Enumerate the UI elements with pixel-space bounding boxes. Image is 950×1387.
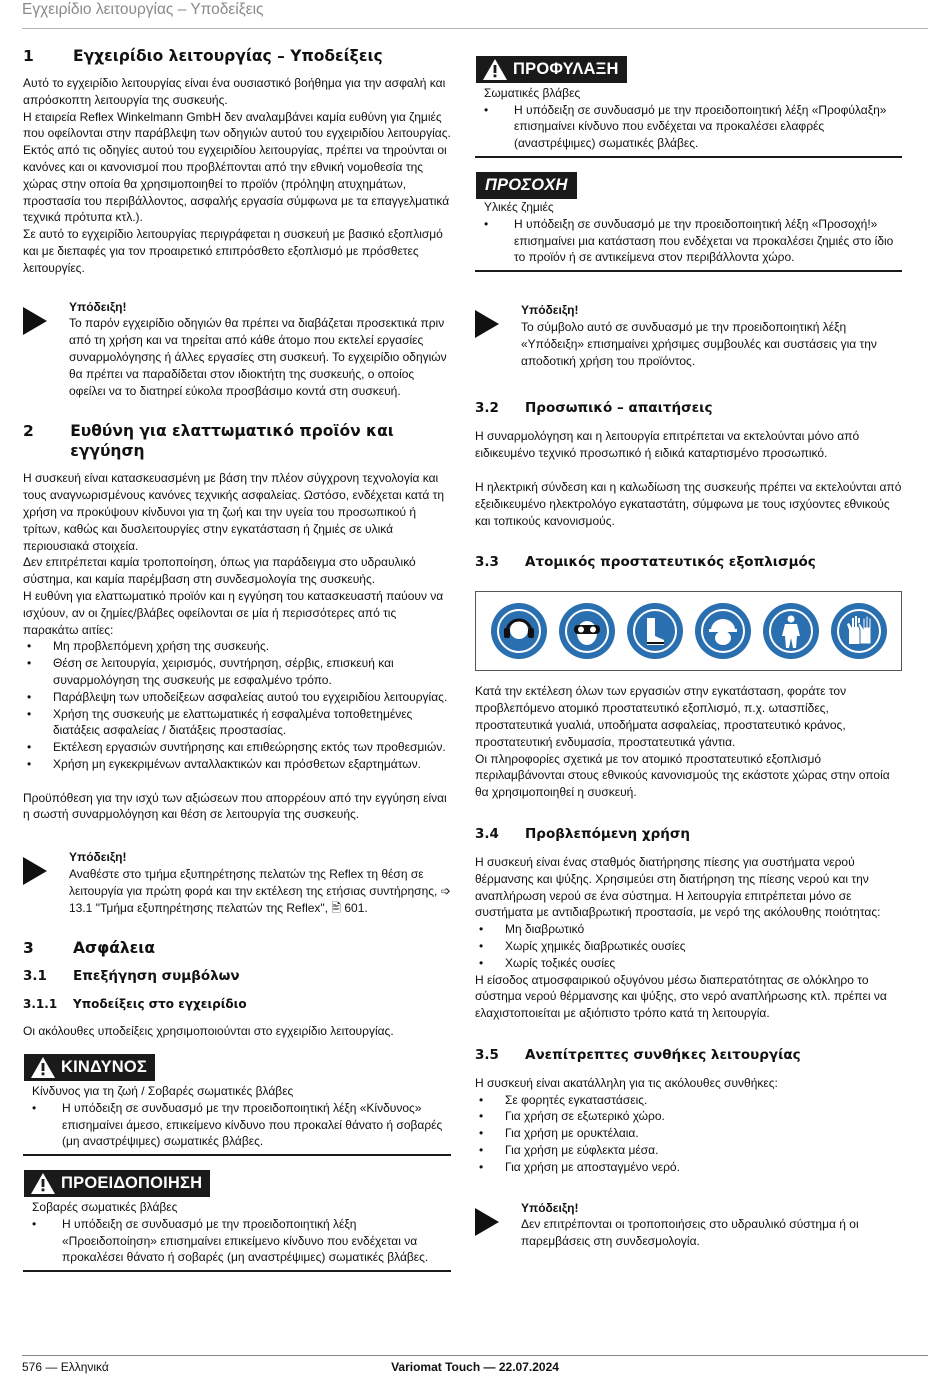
- s1-para-3: Εκτός από τις οδηγίες αυτού του εγχειριδίου λειτουργίας, πρέπει να τηρούνται οι κανόνες και οι κανονισμοί που προβλέπονται από την εθνική νομοθεσία της χώρας στην οποία θα χρησιμοποιηθεί το προϊόν (πρόληψη ατυχημάτων, προστασία του περιβάλλοντος, ασφαλής εργασία σύμφωνα με τα επαγγελματικά τεχνικά πρότυπα κτλ.).: [23, 143, 450, 225]
- note-title: Υπόδειξη!: [69, 299, 127, 314]
- s32-para-1: Η συναρμολόγηση και η λειτουργία επιτρέπεται να εκτελούνται μόνο από ειδικευμένο τεχνικό προσωπικό ή ειδικά καταρτισμένο προσωπικό.: [475, 429, 860, 461]
- list-item: • Για χρήση με εύφλεκτα μέσα.: [475, 1142, 902, 1159]
- badge-label: ΠΡΟΕΙΔΟΠΟΙΗΣΗ: [61, 1174, 203, 1193]
- s33-para-2: Οι πληροφορίες σχετικά με τον ατομικό προστατευτικό εξοπλισμό περιλαμβάνονται στους εθνικούς κανονισμούς της εκάστοτε χώρας στην οποία θα χρησιμοποιηθεί η συσκευή.: [475, 751, 890, 800]
- s35-conditions-list: [475, 1092, 902, 1176]
- document-title: Variomat Touch — 22.07.2024: [391, 1360, 559, 1374]
- section-number: 3.1: [23, 968, 47, 985]
- s32-para-2: Η ηλεκτρική σύνδεση και η καλωδίωση της συσκευής πρέπει να εκτελούνται από εξειδικευμένο ηλεκτρολόγο εγκαταστάτη, σύμφωνα με τους ισχύοντες εθνικούς και τοπικούς κανονισμούς.: [475, 479, 902, 528]
- section-number: 3.5: [475, 1046, 499, 1063]
- list-item: • Χρήση μη εγκεκριμένων ανταλλακτικών και πρόσθετων εξαρτημάτων.: [23, 756, 451, 773]
- danger-box: [23, 1054, 451, 1156]
- warning-box: [23, 1170, 451, 1272]
- warning-label: Υλικές ζημιές: [484, 199, 554, 214]
- safety-goggles-icon: [559, 603, 615, 659]
- section-number: 3.2: [475, 400, 499, 417]
- section-title: Ευθύνη για ελαττωματικό προϊόν και εγγύηση: [70, 422, 394, 461]
- s1-para-4: Σε αυτό το εγχειρίδιο λειτουργίας περιγράφεται η συσκευή με βασικό εξοπλισμό και με διεπαφές για τον προαιρετικό επιπρόσθετο εξοπλισμό με πρόσθετες λειτουργίες.: [23, 227, 443, 275]
- attention-badge: [476, 172, 577, 199]
- note-arrow-icon: [23, 299, 69, 400]
- warning-triangle-icon: [31, 1057, 55, 1078]
- s34-intro: Η συσκευή είναι ένας σταθμός διατήρησης πίεσης για συστήματα νερού θέρμανσης και ψύξης. Χρησιμεύει στη διατήρηση της πίεσης νερού και την αναπλήρωση νερού σε ένα σύστημα. Η λειτουργία επιτρέπεται μόνο σε συστήματα με αντιδιαβρωτική προστασία, με νερό της ακόλουθης ποιότητας:: [475, 854, 881, 920]
- section-3-1-1-heading: [23, 996, 451, 1012]
- running-header: Εγχειρίδιο λειτουργίας – Υποδείξεις: [22, 1, 264, 18]
- note-box: [23, 849, 451, 916]
- s34-water-quality-list: [475, 921, 902, 971]
- reference-arrow-icon: ➩: [440, 883, 451, 898]
- safety-boots-icon: [627, 603, 683, 659]
- s34-after: Η είσοδος ατμοσφαιρικού οξυγόνου μέσω διαπερατότητας σε ολόκληρο το σύστημα νερού θέρμανσης και ψύξης, στο νερό αναπλήρωσης κτλ. πρέπει να ελαχιστοποιείται με αξιόπιστο τρόπο κατά τη λειτουργία.: [475, 972, 887, 1021]
- note-text: Το σύμβολο αυτό σε συνδυασμό με την προειδοποιητική λέξη «Υπόδειξη» επισημαίνει χρήσιμες συμβουλές και συστάσεις για την αποδοτική χρήση του προϊόντος.: [521, 319, 877, 368]
- reference-page: 601.: [344, 900, 368, 915]
- section-3-5-heading: [475, 1046, 902, 1064]
- list-item: • Μη διαβρωτικό: [475, 921, 902, 938]
- note-text: Δεν επιτρέπονται οι τροποποιήσεις στο υδραυλικό σύστημα ή οι παρεμβάσεις στη συνδεσμολογία.: [521, 1217, 859, 1249]
- note-title: Υπόδειξη!: [521, 303, 579, 318]
- section-title: Ανεπίτρεπτες συνθήκες λειτουργίας: [525, 1046, 801, 1063]
- right-column: [475, 56, 902, 1272]
- badge-label: ΚΙΝΔΥΝΟΣ: [61, 1058, 148, 1077]
- note-arrow-icon: [475, 1200, 521, 1250]
- note-title: Υπόδειξη!: [69, 850, 127, 865]
- section-number: 3.1.1: [23, 997, 58, 1012]
- list-item: • Για χρήση σε εξωτερικό χώρο.: [475, 1108, 902, 1125]
- note-box: [475, 302, 902, 369]
- caution-badge: [476, 56, 627, 83]
- safety-gloves-icon: [831, 603, 887, 659]
- s2-para-1: Η συσκευή είναι κατασκευασμένη με βάση την πλέον σύγχρονη τεχνολογία και τους αναγνωρισμένους κανόνες τεχνικής ασφαλείας. Ωστόσο, ενδέχεται κατά τη χρήση να προκύψουν κίνδυνοι για τη ζωή και την υγεία του προσωπικού ή τρίτων, καθώς και δυσλειτουργίες στην εγκατάσταση ή ζημιές σε υλικά περιουσιακά στοιχεία.: [23, 471, 445, 553]
- s35-intro: Η συσκευή είναι ακατάλληλη για τις ακόλουθες συνθήκες:: [475, 1075, 778, 1090]
- list-item: • Η υπόδειξη σε συνδυασμό με την προειδοποιητική λέξη «Προειδοποίηση» επισημαίνει επικείμενο κίνδυνο που ενδέχεται να προκαλέσει θάνατο ή σοβαρές (μη αναστρέψιμες) σωματικές βλάβες.: [23, 1216, 451, 1266]
- warning-triangle-icon: [483, 59, 507, 80]
- note-arrow-icon: [475, 302, 521, 369]
- note-arrow-icon: [23, 849, 69, 916]
- list-item: • Θέση σε λειτουργία, χειρισμός, συντήρηση, σέρβις, επισκευή και συναρμολόγηση της συσκευής με εσφαλμένο τρόπο.: [23, 655, 451, 689]
- list-item: • Η υπόδειξη σε συνδυασμό με την προειδοποιητική λέξη «Προφύλαξη» επισημαίνει κίνδυνο που ενδέχεται να προκαλέσει ελαφρές (αναστρέψιμες) σωματικές βλάβες.: [475, 102, 902, 152]
- section-number: 2: [23, 422, 34, 441]
- section-title: Ασφάλεια: [73, 939, 155, 958]
- attention-box: [475, 172, 902, 272]
- section-title: Επεξήγηση συμβόλων: [73, 968, 240, 985]
- s2-cause-list: [23, 638, 451, 772]
- s2-after: Προϋπόθεση για την ισχύ των αξιώσεων που απορρέουν από την εγγύηση είναι η σωστή συναρμολόγηση και θέση σε λειτουργία της συσκευής.: [23, 790, 447, 822]
- section-title: Υποδείξεις στο εγχειρίδιο: [73, 997, 247, 1012]
- section-3-1-heading: [23, 967, 451, 985]
- section-2-heading: [23, 421, 451, 461]
- warning-label: Σωματικές βλάβες: [484, 85, 581, 100]
- section-number: 3.3: [475, 554, 499, 571]
- note-text: Το παρόν εγχειρίδιο οδηγιών θα πρέπει να διαβάζεται προσεκτικά πριν από τη χρήση και να τηρείται από κάθε άτομο που εκτελεί εργασίες συναρμολόγησης ή άλλες εργασίες στη συσκευή. Το εγχειρίδιο οδηγιών θα πρέπει να παραδίδεται στον ιδιοκτήτη της συσκευής, ο οποίος οφείλει να το διατηρεί εύκολα προσβάσιμο κοντά στη συσκευή.: [69, 316, 447, 398]
- list-item: • Εκτέλεση εργασιών συντήρησης και επιθεώρησης εκτός των προθεσμιών.: [23, 739, 451, 756]
- list-item: • Χωρίς χημικές διαβρωτικές ουσίες: [475, 938, 902, 955]
- section-title: Ατομικός προστατευτικός εξοπλισμός: [525, 554, 816, 571]
- section-3-heading: [23, 938, 451, 958]
- note-box: [23, 299, 451, 400]
- note-box: [475, 1200, 902, 1250]
- ppe-icon-strip: [475, 591, 902, 671]
- section-number: 1: [23, 47, 34, 65]
- warning-label: Σοβαρές σωματικές βλάβες: [32, 1200, 178, 1215]
- danger-badge: [24, 1054, 155, 1081]
- hard-hat-icon: [695, 603, 751, 659]
- note-title: Υπόδειξη!: [521, 1200, 579, 1215]
- left-column: [23, 46, 451, 1272]
- s2-para-3: Η ευθύνη για ελαττωματικό προϊόν και η εγγύηση του κατασκευαστή παύουν να ισχύουν, αν οι ζημίες/βλάβες οφείλονται σε μία ή περισσότερες από τις παρακάτω αιτίες:: [23, 588, 444, 637]
- caution-box: [475, 56, 902, 158]
- list-item: • Μη προβλεπόμενη χρήση της συσκευής.: [23, 638, 451, 655]
- page-number: 576 — Ελληνικά: [22, 1360, 109, 1374]
- s311-text: Οι ακόλουθες υποδείξεις χρησιμοποιούνται στο εγχειρίδιο λειτουργίας.: [23, 1024, 394, 1039]
- footer-rule: [22, 1355, 928, 1356]
- s1-para-1: Αυτό το εγχειρίδιο λειτουργίας είναι ένα ουσιαστικό βοήθημα για την ασφαλή και απρόσκοπτη λειτουργία της συσκευής.: [23, 76, 446, 107]
- section-3-2-heading: [475, 399, 902, 417]
- s1-para-2: Η εταιρεία Reflex Winkelmann GmbH δεν αναλαμβάνει καμία ευθύνη για ζημιές που οφείλονται στην παράβλεψη των οδηγιών αυτού του εγχειριδίου λειτουργίας.: [23, 109, 451, 141]
- list-item: • Για χρήση με αποσταγμένο νερό.: [475, 1159, 902, 1176]
- section-1-heading: [23, 46, 451, 66]
- list-item: • Παράβλεψη των υποδείξεων ασφαλείας αυτού του εγχειριδίου λειτουργίας.: [23, 689, 451, 706]
- s2-para-2: Δεν επιτρέπεται καμία τροποποίηση, όπως για παράδειγμα στο υδραυλικό σύστημα, και καμία παρέμβαση στη συνδεσμολογία της συσκευής.: [23, 555, 416, 587]
- list-item: • Χρήση της συσκευής με ελαττωματικές ή εσφαλμένα τοποθετημένες διατάξεις ασφαλείας / διατάξεις προστασίας.: [23, 706, 451, 740]
- note-text: Αναθέστε στο τμήμα εξυπηρέτησης πελατών της Reflex τη θέση σε λειτουργία για πρώτη φορά και την εκτέλεση της ετήσιας συντήρησης,: [69, 867, 438, 898]
- warning-label: Κίνδυνος για τη ζωή / Σοβαρές σωματικές βλάβες: [32, 1084, 294, 1099]
- section-title: Εγχειρίδιο λειτουργίας – Υποδείξεις: [73, 47, 383, 65]
- badge-label: ΠΡΟΣΟΧΗ: [485, 176, 568, 195]
- reference-text: 13.1 "Τμήμα εξυπηρέτησης πελατών της Reflex",: [69, 900, 328, 915]
- section-number: 3.4: [475, 825, 499, 842]
- section-3-4-heading: [475, 825, 902, 843]
- list-item: • Σε φορητές εγκαταστάσεις.: [475, 1092, 902, 1109]
- badge-label: ΠΡΟΦΥΛΑΞΗ: [513, 60, 619, 79]
- ear-protection-icon: [491, 603, 547, 659]
- protective-clothing-icon: [763, 603, 819, 659]
- section-title: Προβλεπόμενη χρήση: [525, 825, 690, 842]
- header-rule: [22, 28, 928, 29]
- section-title: Προσωπικό – απαιτήσεις: [525, 400, 713, 417]
- list-item: • Για χρήση με ορυκτέλαια.: [475, 1125, 902, 1142]
- list-item: • Η υπόδειξη σε συνδυασμό με την προειδοποιητική λέξη «Κίνδυνος» επισημαίνει άμεσο, επικείμενο κίνδυνο που προκαλεί θάνατο ή σοβαρές (μη αναστρέψιμες) σωματικές βλάβες.: [23, 1100, 451, 1150]
- list-item: • Χωρίς τοξικές ουσίες: [475, 955, 902, 972]
- warning-badge: [24, 1170, 210, 1197]
- s33-para-1: Κατά την εκτέλεση όλων των εργασιών στην εγκατάσταση, φοράτε τον προβλεπόμενο ατομικό προστατευτικό εξοπλισμό, π.χ. ωτασπίδες, προστατευτικά γυαλιά, υποδήματα ασφαλείας, προστατευτικό κράνος, προστατευτική ενδυμασία, προστατευτικά γάντια.: [475, 684, 847, 749]
- page-icon: 🖹: [331, 900, 341, 915]
- warning-triangle-icon: [31, 1173, 55, 1194]
- section-number: 3: [23, 939, 34, 958]
- list-item: • Η υπόδειξη σε συνδυασμό με την προειδοποιητική λέξη «Προσοχή!» επισημαίνει μια κατάσταση που ενδέχεται να προκαλέσει ζημιές στο ίδιο το προϊόν ή σε αντικείμενα στον περιβάλλοντα χώρο.: [475, 216, 902, 266]
- section-3-3-heading: [475, 553, 902, 571]
